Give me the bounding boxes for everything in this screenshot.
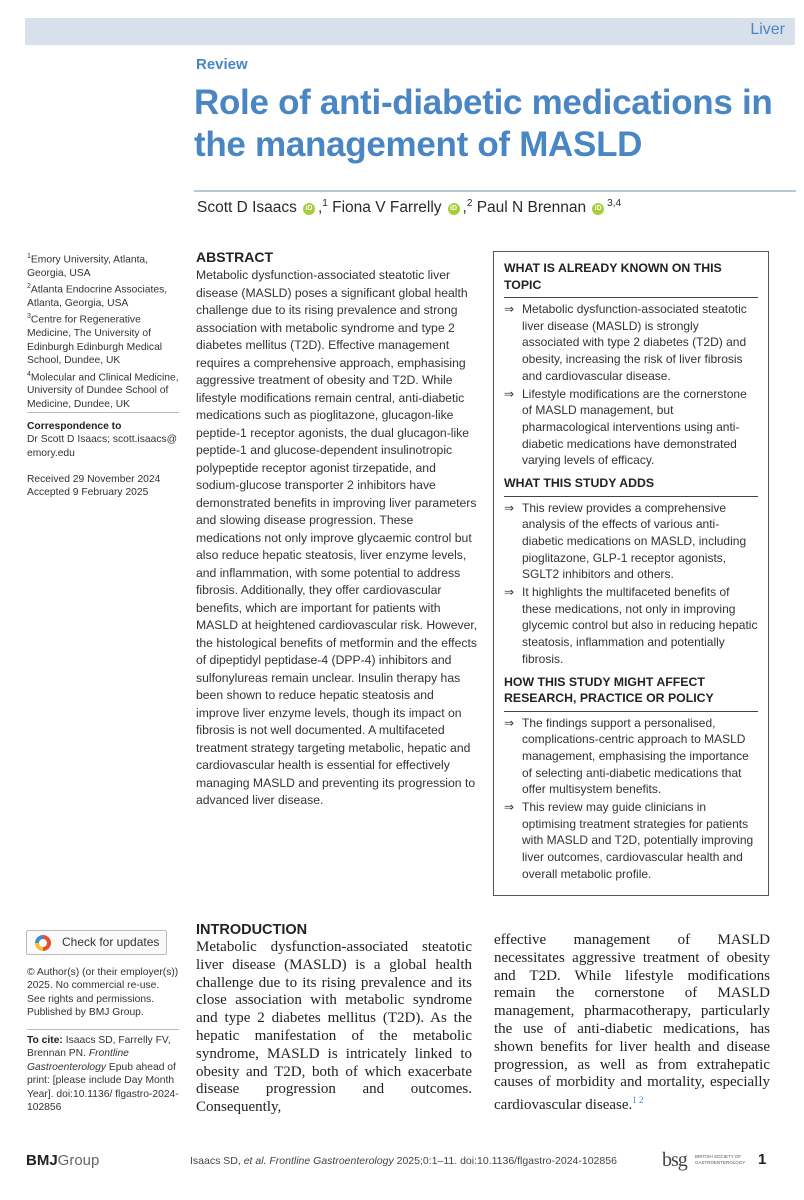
received-date: Received 29 November 2024 — [27, 474, 161, 485]
citation-note — [27, 1034, 179, 1114]
affiliations — [27, 250, 179, 411]
correspondence — [27, 420, 179, 460]
key-messages-box — [493, 251, 769, 896]
introduction-text: effective management of MASLD necessitates aggressive treatment of obesity and T2D. While lifestyle modifications remain the cornerstone of MASLD management, pharmacotherapy, particularly the use of anti-diabetic medications, has shown benefits for liver health and disease progression, as well as from extrahepatic causes of morbidity and mortality, especially cardiovascular disease. — [494, 932, 770, 1114]
author-affiliation-ref: 3,4 — [607, 198, 622, 209]
affiliation-item: $^1$Emory University, Atlanta, Georgia, USA — [27, 253, 149, 279]
affiliation-item: $^4$Molecular and Clinical Medicine, University of Dundee School of Medicine, Dundee, UK — [27, 370, 179, 410]
abstract-text: Metabolic dysfunction-associated steatotic liver disease (MASLD) poses a significant global health challenge due to its rising prevalence and strong association with metabolic syndrome and type 2 diabetes mellitus (T2D). Effective management requires a comprehensive approach, emphasising aggressive treatment of obesity and T2D. While lifestyle modifications remain central, anti-diabetic medications such as pioglitazone, glucagon-like peptide-1 receptor agonists, the dual glucagon-like peptide-1 and glucose-dependent insulinotropic polypeptide receptor agonist tirzepatide, and sodium-glucose transporter 2 inhibitors have demonstrated benefits in improving liver parameters and slowing disease progression. These medications not only improve glycaemic control but also reduce hepatic steatosis, liver enzyme levels, and inflammation, with some potential to address fibrosis. Additionally, they offer cardiovascular benefits, which are important for patients with MASLD at heightened cardiovascular risk. However, the histological benefits of metformin and the effects of dipeptidyl peptidase-4 (DPP-4) inhibitors and sulfonylureas remain unclear. Insulin therapy has been shown to reduce hepatic steatosis and improve liver enzyme levels, though its impact on fibrosis is not well documented. A multifaceted treatment strategy targeting metabolic, hepatic and cardiovascular health is essential for effectively managing MASLD and preventing its progression to advanced liver disease. — [196, 268, 478, 807]
correspondence-label: Correspondence to — [27, 421, 122, 432]
article-type: Review — [196, 56, 248, 73]
arrow-icon: ⇒ — [504, 302, 515, 316]
footer-reference: Isaacs SD, et al. Frontline Gastroenterology 2025;0:1–11. doi:10.1136/flgastro-2024-102856 — [190, 1155, 617, 1167]
arrow-icon: ⇒ — [504, 715, 515, 730]
citation-label: To cite: — [27, 1035, 63, 1046]
author-name[interactable]: Scott D Isaacs — [197, 199, 297, 217]
list-item: ⇒ The findings support a personalised, complications-centric approach to MASLD management, emphasising the importance of selecting anti-diabetic medications that offer multisystem benefits. — [504, 715, 749, 797]
adds-heading: WHAT THIS STUDY ADDS — [504, 476, 655, 491]
citation-journal: Frontline Gastroenterology — [27, 1048, 129, 1073]
society-logo: bsg BRITISH SOCIETY OF GASTROENTEROLOGY — [662, 1149, 746, 1171]
list-item: ⇒ Metabolic dysfunction-associated steatotic liver disease (MASLD) is strongly associated with type 2 diabetes (T2D) and obesity, increasing the risk of liver fibrosis and cardiovascular disease. — [504, 302, 747, 383]
affiliation-item: $^3$Centre for Regenerative Medicine, The University of Edinburgh Edinburgh Medical School, Dundee, UK — [27, 313, 163, 367]
section-label: Liver — [750, 21, 785, 38]
list-item: ⇒ It highlights the multifaceted benefits of these medications, not only in improving glycemic control but also in reducing hepatic steatosis, inflammation and potentially fibrosis. — [504, 585, 758, 666]
copyright-notice: © Author(s) (or their employer(s)) 2025. No commercial re-use. See rights and permissions. Published by BMJ Group. — [27, 967, 179, 1019]
page-footer — [0, 1146, 804, 1176]
box-divider — [504, 297, 758, 298]
correspondence-text[interactable]: Dr Scott D Isaacs; scott.isaacs@ emory.edu — [27, 434, 178, 459]
author-affiliation-ref: 2 — [466, 198, 473, 209]
page-number: 1 — [758, 1151, 767, 1168]
known-section — [504, 260, 758, 469]
introduction-column-1: Metabolic dysfunction-associated steatotic liver disease (MASLD) is a global health challenge due to its rising prevalence and its close association with metabolic syndrome and type 2 diabetes mellitus (T2D). As the hepatic manifestation of the metabolic syndrome, MASLD is intricately linked to obesity and T2D, both of which exacerbate disease progression and outcomes. Consequently, — [196, 939, 472, 1116]
author-list: Scott D Isaacs iD ,$^1$ Fiona V Farrelly iD ,$^2$ Paul N Brennan iD $^{3,4}$ — [197, 198, 622, 217]
introduction-column-2 — [494, 932, 770, 1115]
list-item: ⇒ This review may guide clinicians in optimising treatment strategies for patients with MASLD and T2D, potentially improving liver outcomes, cardiovascular health and overall metabolic profile. — [504, 800, 754, 881]
orcid-icon[interactable]: iD — [592, 203, 604, 215]
author-name[interactable]: Fiona V Farrelly — [332, 199, 442, 217]
orcid-icon[interactable]: iD — [448, 203, 460, 215]
arrow-icon: ⇒ — [504, 500, 515, 515]
citation-authors: Isaacs SD, Farrelly FV, Brennan PN. — [27, 1035, 171, 1060]
author-affiliation-ref: 1 — [322, 198, 328, 209]
box-divider — [504, 711, 758, 712]
abstract-heading: ABSTRACT — [196, 249, 273, 265]
check-for-updates-button[interactable] — [26, 930, 167, 955]
affect-section — [504, 674, 758, 883]
title-divider — [194, 190, 796, 192]
author-name[interactable]: Paul N Brennan — [476, 199, 587, 217]
publisher-logo: BMJGroup — [26, 1152, 100, 1169]
article-title: Role of anti-diabetic medications in the management of MASLD — [194, 83, 773, 164]
sidebar-divider — [27, 1029, 179, 1030]
orcid-icon[interactable]: iD — [303, 203, 315, 215]
article-dates — [27, 473, 179, 500]
affect-heading: HOW THIS STUDY MIGHT AFFECT RESEARCH, PRACTICE OR POLICY — [504, 674, 714, 706]
reference-link[interactable]: 1 2 — [632, 1095, 644, 1106]
arrow-icon: ⇒ — [504, 386, 515, 401]
box-divider — [504, 496, 758, 497]
adds-section — [504, 475, 758, 668]
section-banner — [25, 18, 795, 45]
arrow-icon: ⇒ — [504, 800, 515, 815]
crossmark-icon — [35, 935, 51, 951]
known-heading: WHAT IS ALREADY KNOWN ON THIS TOPIC — [504, 261, 722, 292]
list-item: ⇒ This review provides a comprehensive analysis of the effects of various anti-diabetic medications on MASLD, including pioglitazone, GLP-1 receptor agonists, SGLT2 inhibitors and others. — [504, 500, 747, 582]
sidebar-divider — [27, 412, 179, 413]
introduction-heading: INTRODUCTION — [196, 922, 308, 938]
arrow-icon: ⇒ — [504, 585, 515, 600]
accepted-date: Accepted 9 February 2025 — [27, 487, 149, 499]
list-item: ⇒ Lifestyle modifications are the cornerstone of MASLD management, but pharmacological interventions using anti-diabetic medications have demonstrated varying levels of efficacy. — [504, 386, 747, 468]
abstract — [196, 249, 479, 810]
affiliation-item: $^2$Atlanta Endocrine Associates, Atlanta, Georgia, USA — [27, 283, 168, 310]
citation-doi[interactable]: Epub ahead of print: [please include Day Month Year]. doi:10.1136/ flgastro-2024-102856 — [27, 1061, 179, 1114]
check-for-updates-label: Check for updates — [62, 935, 160, 949]
